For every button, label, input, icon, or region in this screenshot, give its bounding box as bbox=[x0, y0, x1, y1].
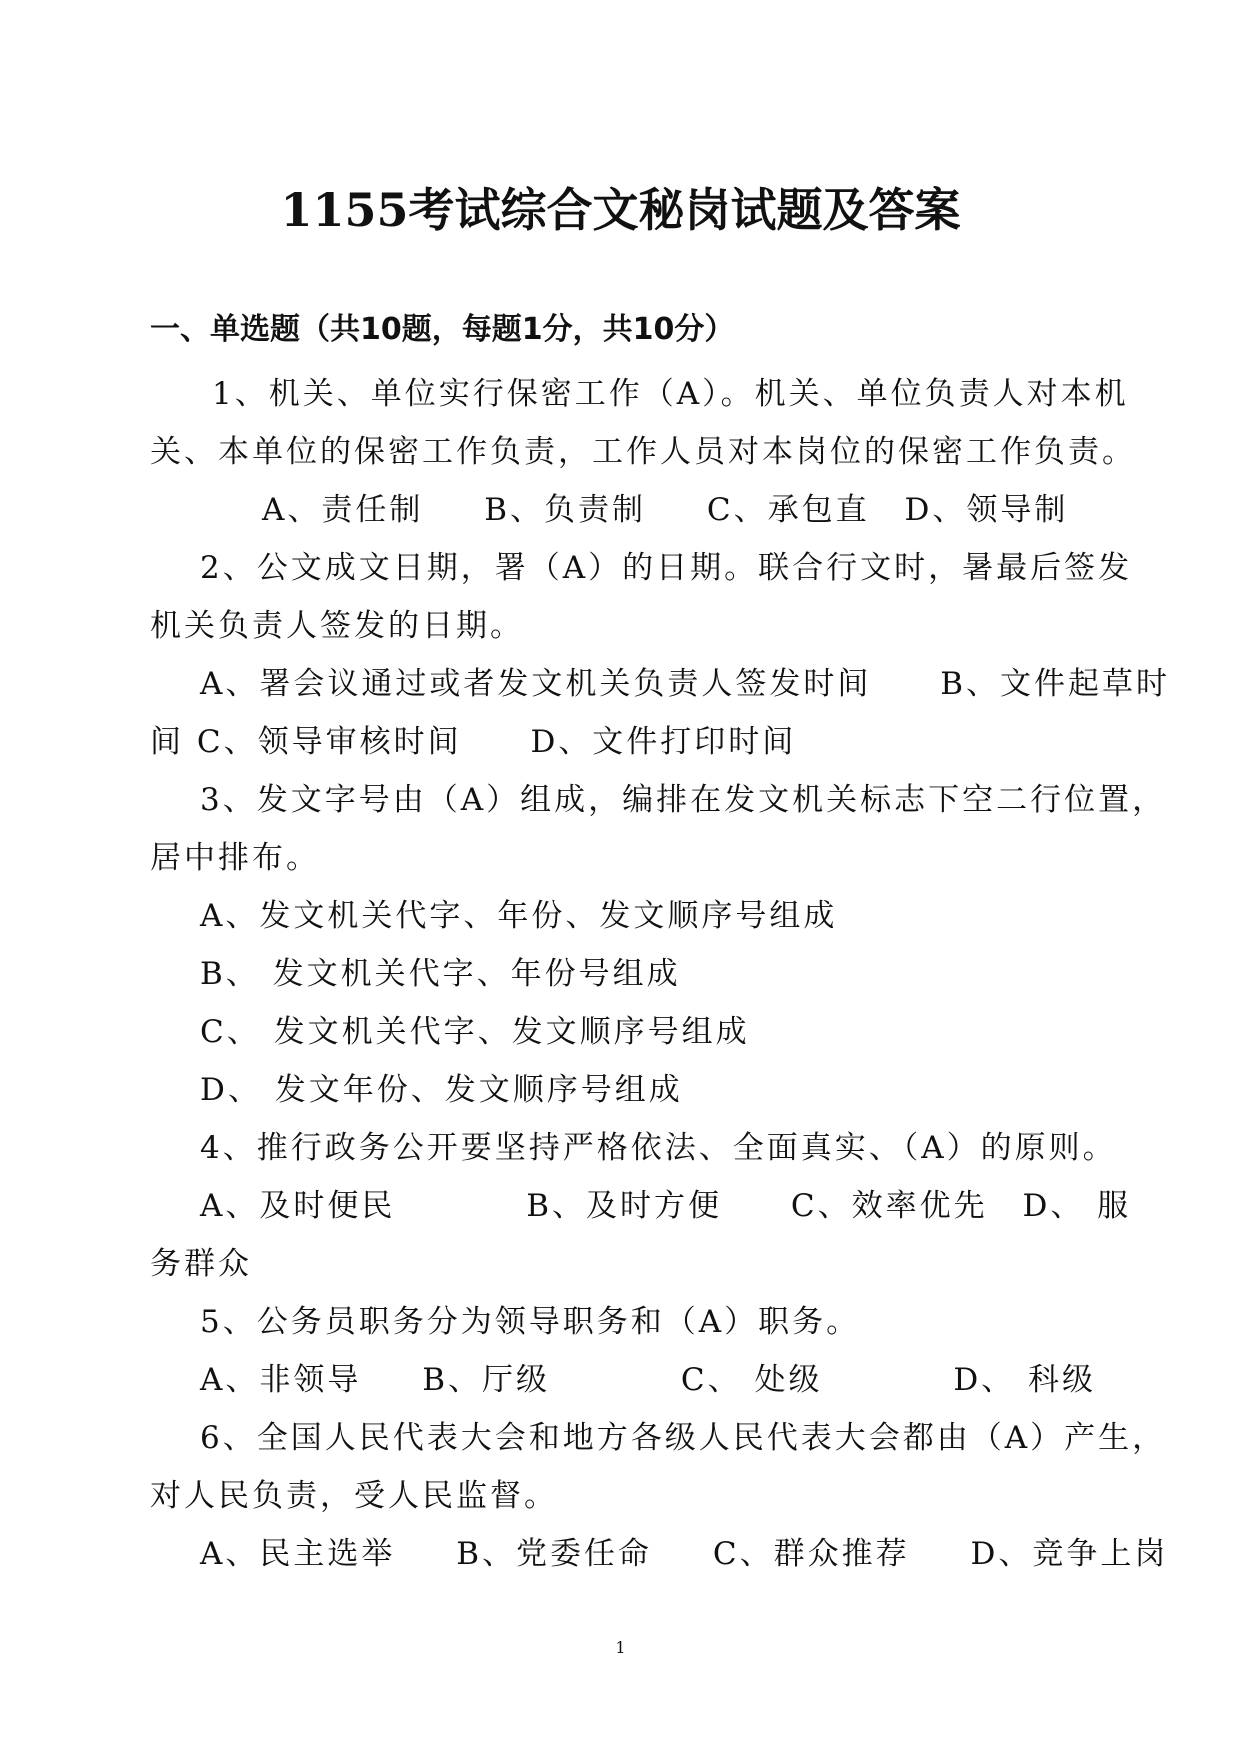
question-6-option-b: B、党委任命 bbox=[456, 1536, 653, 1572]
question-2-options-line-2 bbox=[150, 713, 1095, 771]
question-4-option-b: B、及时方便 bbox=[526, 1188, 723, 1224]
question-6-option-a: A、民主选举 bbox=[200, 1536, 396, 1572]
question-1-option-a: A、责任制 bbox=[262, 492, 424, 528]
question-5-line-1: 5、公务员职务分为领导职务和（A）职务。 bbox=[200, 1304, 861, 1340]
question-4-options-line-1 bbox=[150, 1177, 1132, 1235]
question-2-line-1: 2、公文成文日期，署（A）的日期。联合行文时，暑最后签发 bbox=[200, 550, 1133, 586]
question-3-option-a: A、发文机关代字、年份、发文顺序号组成 bbox=[200, 898, 838, 934]
document-title: 1155考试综合文秘岗试题及答案 bbox=[280, 183, 961, 237]
question-4-line-1: 4、推行政务公开要坚持严格依法、全面真实、（A）的原则。 bbox=[200, 1130, 1117, 1166]
question-1-line-1: 1、机关、单位实行保密工作（A）。机关、单位负责人对本机 bbox=[212, 376, 1129, 412]
question-2-option-a: A、署会议通过或者发文机关负责人签发时间 bbox=[200, 666, 872, 702]
question-2-line-2: 机关负责人签发的日期。 bbox=[150, 608, 524, 644]
question-3-line-2: 居中排布。 bbox=[150, 840, 320, 876]
question-5-option-b: B、厅级 bbox=[422, 1362, 551, 1398]
question-2-option-b: B、文件起草时 bbox=[940, 666, 1171, 702]
question-2-options-line-1 bbox=[150, 655, 1171, 713]
question-2-option-d: D、文件打印时间 bbox=[530, 724, 797, 760]
question-3-option-d: D、 发文年份、发文顺序号组成 bbox=[200, 1072, 683, 1108]
question-4-option-a: A、及时便民 bbox=[200, 1188, 396, 1224]
question-1-options bbox=[150, 481, 1095, 539]
question-6-option-d: D、竞争上岗 bbox=[970, 1536, 1169, 1572]
question-1-option-c: C、承包直 bbox=[706, 492, 870, 528]
question-2-option-c: 间 C、领导审核时间 bbox=[150, 724, 462, 760]
question-1-option-d: D、领导制 bbox=[904, 492, 1069, 528]
question-3-option-c: C、 发文机关代字、发文顺序号组成 bbox=[200, 1014, 750, 1050]
question-6-line-1: 6、全国人民代表大会和地方各级人民代表大会都由（A）产生， bbox=[200, 1420, 1167, 1456]
question-4-options-line-2: 务群众 bbox=[150, 1246, 252, 1282]
question-3-option-b: B、 发文机关代字、年份号组成 bbox=[200, 956, 681, 992]
question-list bbox=[150, 365, 1171, 1583]
question-5-option-a: A、非领导 bbox=[200, 1362, 362, 1398]
question-4-option-c: C、效率优先 bbox=[790, 1188, 988, 1224]
question-5-options bbox=[150, 1351, 1095, 1409]
question-4-option-d: D、 服 bbox=[1022, 1188, 1132, 1224]
question-5-option-d: D、 科级 bbox=[953, 1362, 1097, 1398]
question-3-line-1: 3、发文字号由（A）组成，编排在发文机关标志下空二行位置， bbox=[200, 782, 1167, 818]
question-6-line-2: 对人民负责，受人民监督。 bbox=[150, 1478, 558, 1514]
page-number: 1 bbox=[615, 1638, 626, 1657]
question-1-line-2: 关、本单位的保密工作负责，工作人员对本岗位的保密工作负责。 bbox=[150, 434, 1136, 470]
section-heading: 一、单选题（共10题，每题1分，共10分） bbox=[150, 312, 735, 347]
question-5-option-c: C、 处级 bbox=[680, 1362, 823, 1398]
question-6-options bbox=[150, 1525, 1169, 1583]
question-1-option-b: B、负责制 bbox=[484, 492, 647, 528]
question-6-option-c: C、群众推荐 bbox=[712, 1536, 910, 1572]
